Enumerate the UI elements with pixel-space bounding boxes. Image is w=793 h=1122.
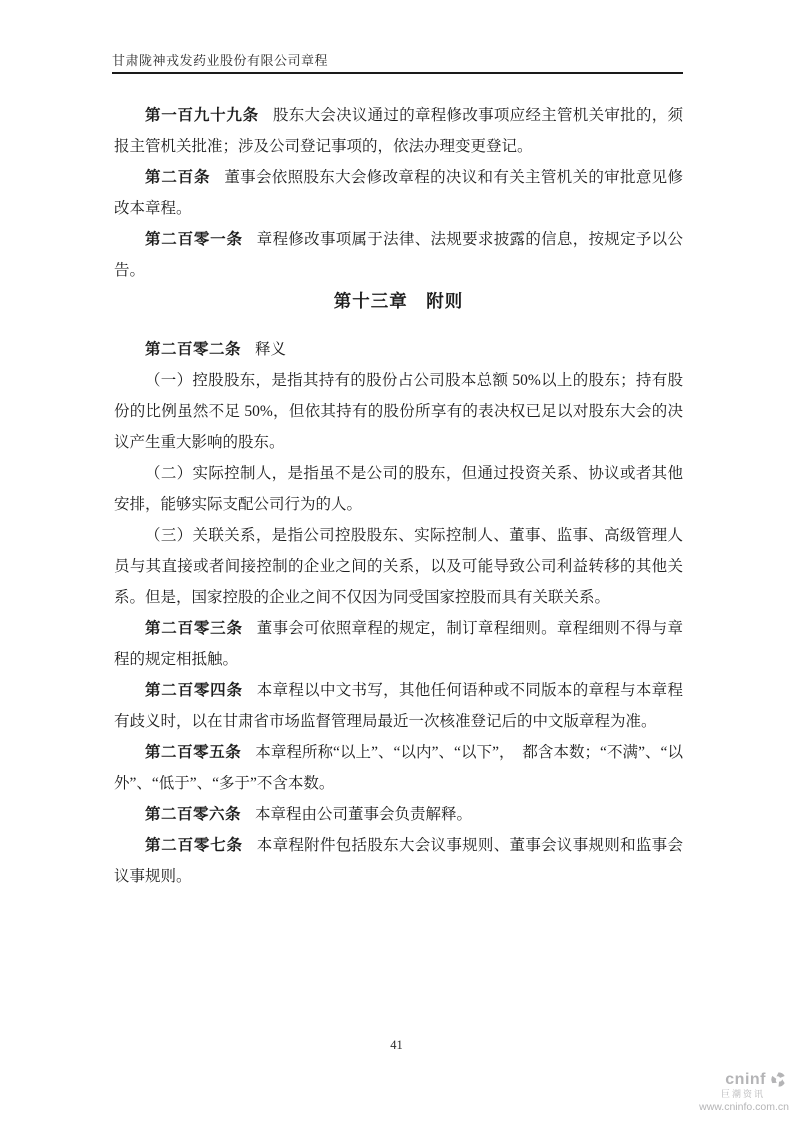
cninfo-url: www.cninfo.com.cn (699, 1101, 789, 1113)
article-paragraph (114, 162, 683, 224)
article-number: 第一百九十九条 (145, 107, 259, 124)
cninfo-watermark (669, 1070, 789, 1114)
article-number: 第二百零四条 (145, 682, 243, 699)
cninfo-brand-text: cninf (725, 1070, 766, 1088)
article-text: 释义 (255, 341, 287, 358)
article-text: （三）关联关系，是指公司控股股东、实际控制人、董事、监事、高级管理人员与其直接或者间接控制的企业之间的关系，以及可能导致公司利益转移的其他关系。但是，国家控股的企业之间不仅因为同受国家控股而具有关联关系。 (114, 527, 683, 606)
document-body (114, 100, 683, 892)
cninfo-chinese-name: 巨潮资讯 (720, 1089, 765, 1099)
article-text: 章程修改事项属于法律、法规要求披露的信息，按规定予以公告。 (114, 231, 683, 279)
article-paragraph (114, 799, 683, 830)
chapter-heading: 第十三章 附则 (333, 291, 464, 311)
article-text: 本章程以中文书写，其他任何语种或不同版本的章程与本章程有歧义时，以在甘肃省市场监督管理局最近一次核准登记后的中文版章程为准。 (114, 682, 683, 730)
article-paragraph (114, 100, 683, 162)
article-text: 本章程所称“以上”、“以内”、“以下”， 都含本数；“不满”、“以外”、“低于”、“多于”不含本数。 (114, 744, 683, 792)
article-text: （二）实际控制人，是指虽不是公司的股东，但通过投资关系、协议或者其他安排，能够实际支配公司行为的人。 (114, 465, 683, 513)
article-paragraph (114, 365, 683, 458)
article-number: 第二百零六条 (145, 806, 242, 823)
page-number: 41 (390, 1038, 403, 1052)
article-number: 第二百零五条 (145, 744, 242, 761)
article-text: 本章程由公司董事会负责解释。 (255, 806, 473, 823)
article-paragraph (114, 458, 683, 520)
article-paragraph (114, 224, 683, 286)
article-paragraph (114, 830, 683, 892)
article-number: 第二百零七条 (145, 837, 243, 854)
article-number: 第二百零三条 (145, 620, 243, 637)
cninfo-logo-row (669, 1070, 789, 1089)
article-number: 第二百条 (145, 169, 211, 186)
article-text: 本章程附件包括股东大会议事规则、董事会议事规则和监事会议事规则。 (114, 837, 683, 885)
article-text: 董事会依照股东大会修改章程的决议和有关主管机关的审批意见修改本章程。 (114, 169, 683, 217)
article-paragraph (114, 675, 683, 737)
article-paragraph (114, 520, 683, 613)
article-number: 第二百零一条 (145, 231, 243, 248)
article-paragraph (114, 334, 683, 365)
article-number: 第二百零二条 (145, 341, 242, 358)
article-text: 董事会可依照章程的规定，制订章程细则。章程细则不得与章程的规定相抵触。 (114, 620, 683, 668)
article-paragraph (114, 737, 683, 799)
cninfo-swirl-icon (768, 1070, 789, 1089)
document-header-title: 甘肃陇神戎发药业股份有限公司章程 (112, 52, 683, 74)
article-text: （一）控股股东，是指其持有的股份占公司股本总额 50%以上的股东；持有股份的比例虽然不足 50%，但依其持有的股份所享有的表决权已足以对股东大会的决议产生重大影响的股东。 (114, 372, 683, 451)
article-paragraph (114, 613, 683, 675)
article-text: 股东大会决议通过的章程修改事项应经主管机关审批的，须报主管机关批准；涉及公司登记事项的，依法办理变更登记。 (114, 107, 683, 155)
